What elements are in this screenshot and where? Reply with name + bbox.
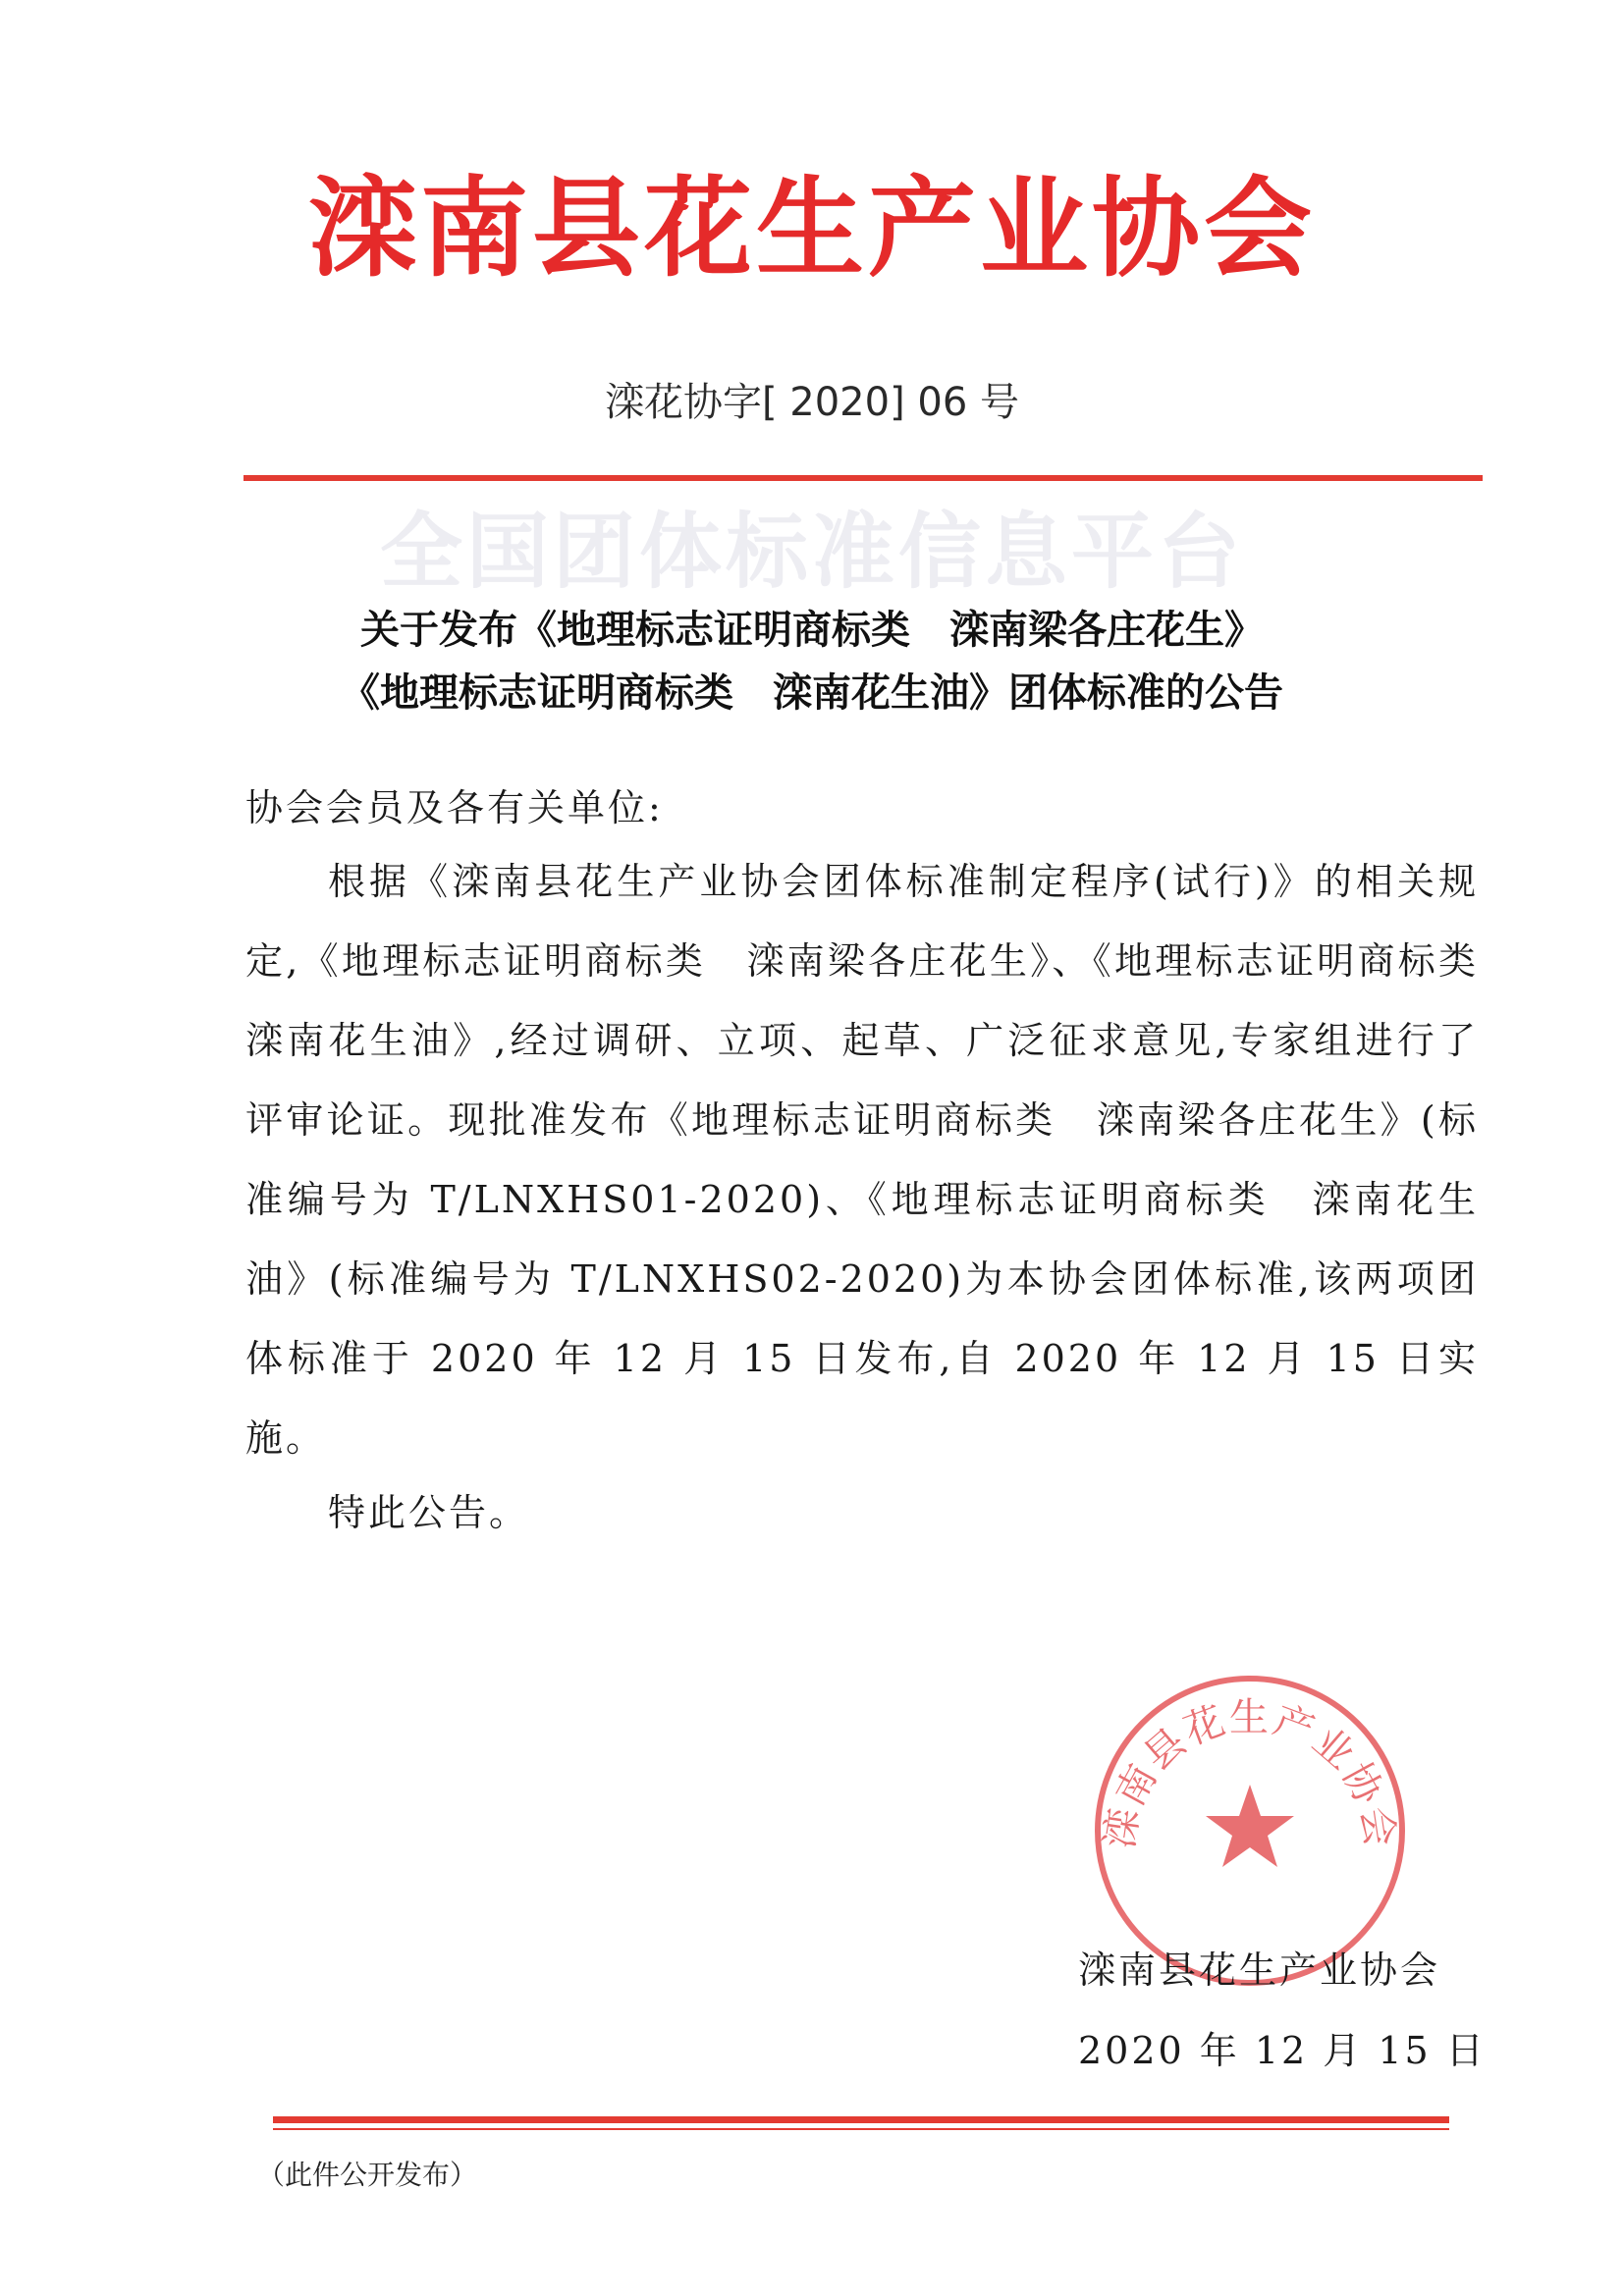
header-divider-rule <box>244 475 1483 481</box>
seal-star-icon <box>1206 1785 1294 1867</box>
closing-phrase: 特此公告。 <box>328 1491 530 1534</box>
organization-title: 滦南县花生产业协会 <box>308 166 1316 292</box>
signature-date: 2020 年 12 月 15 日 <box>1078 2029 1487 2072</box>
footer-divider-rule-thick <box>273 2116 1449 2123</box>
seal-text: 滦南县花生产业协会 <box>1097 1695 1403 1852</box>
document-number: 滦花协字[ 2020] 06 号 <box>604 380 1020 425</box>
footer-divider-rule-thin <box>273 2128 1449 2130</box>
body-text <box>245 842 1520 1478</box>
signature-organization: 滦南县花生产业协会 <box>1078 1949 1441 1992</box>
publication-note: （此件公开发布） <box>257 2159 478 2191</box>
announcement-heading-line-2: 《地理标志证明商标类 滦南花生油》团体标准的公告 <box>341 670 1283 716</box>
watermark: 全国团体标准信息平台 <box>379 504 1244 600</box>
announcement-heading-line-1: 关于发布《地理标志证明商标类 滦南梁各庄花生》 <box>360 608 1264 653</box>
body-paragraph: 根据《滦南县花生产业协会团体标准制定程序(试行)》的相关规定,《地理标志证明商标类 滦南梁各庄花生》、《地理标志证明商标类 滦南花生油》,经过调研、立项、起草、广泛征求意见,专家组进行了评审论证。现批准发布《地理标志证明商标类 滦南梁各庄花生》(标准编号为 T/LNXHS01-2020)、《地理标志证明商标类 滦南花生油》(标准编号为 T/LNXHS02-2020)为本协会团体标准,该两项团体标准于 2020 年 12 月 15 日发布,自 2020 年 12 月 15 日实施。 <box>245 860 1520 1460</box>
salutation: 协会会员及各有关单位: <box>245 786 664 829</box>
